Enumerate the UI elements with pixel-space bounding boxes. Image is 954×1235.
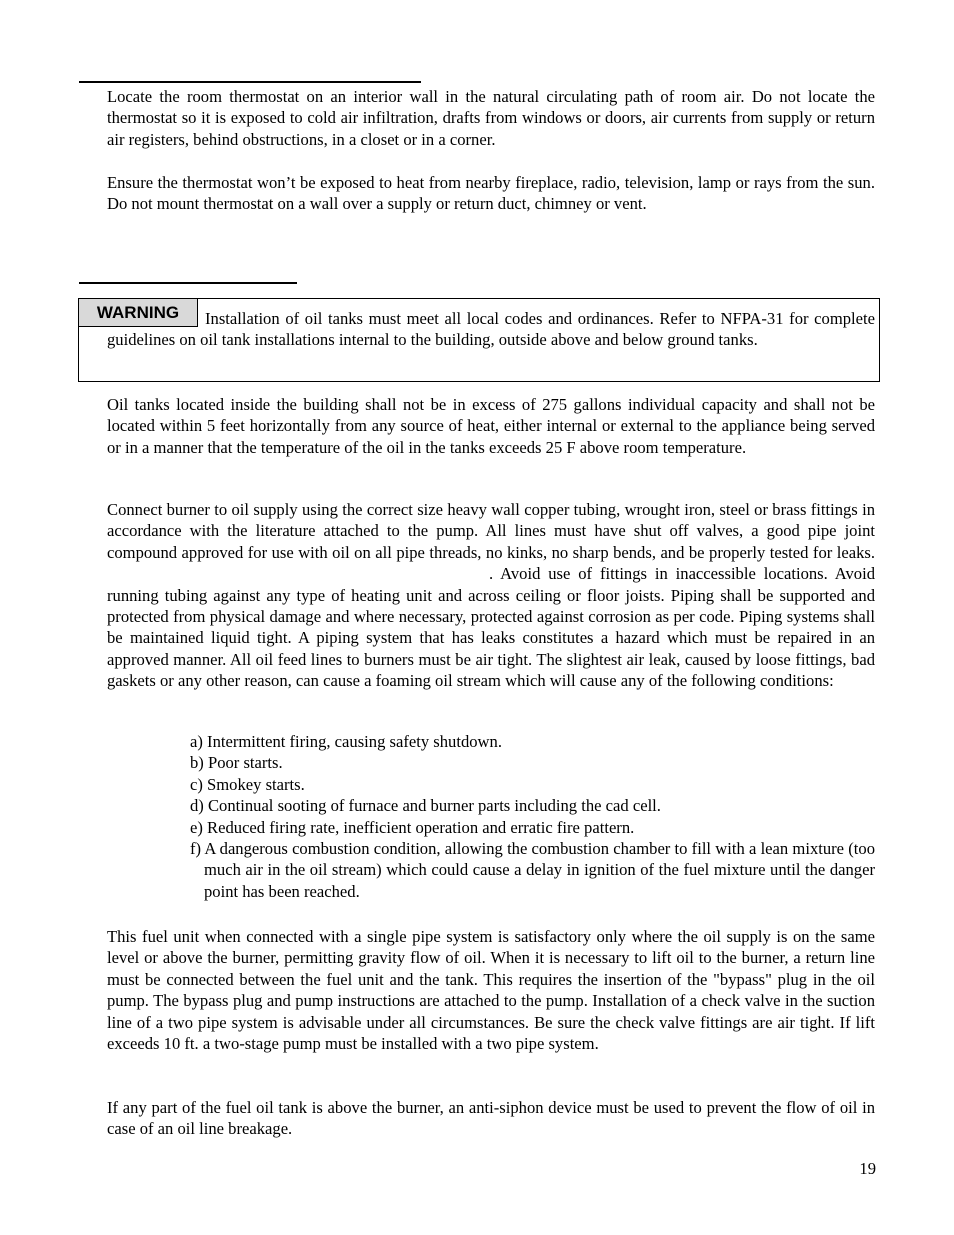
list-item: d) Continual sooting of furnace and burner parts including the cad cell.: [190, 796, 661, 816]
oil-supply-connection-paragraph: [107, 499, 875, 692]
section-heading-rule-thermostat: [79, 81, 421, 83]
list-item: c) Smokey starts.: [190, 774, 305, 794]
list-item: e) Reduced firing rate, inefficient operation and erratic fire pattern.: [190, 817, 635, 837]
list-item: f) A dangerous combustion condition, allowing the combustion chamber to fill with a lean mixture (too much air in the oil stream) which could cause a delay in ignition of the fuel mixture until the danger point has been reached.: [190, 839, 875, 901]
warning-label: WARNING: [79, 299, 198, 327]
anti-siphon-paragraph: If any part of the fuel oil tank is above the burner, an anti-siphon device must be used to prevent the flow of oil in case of an oil line breakage.: [107, 1098, 875, 1139]
list-item: a) Intermittent firing, causing safety shutdown.: [190, 732, 502, 751]
thermostat-location-paragraph: Locate the room thermostat on an interior wall in the natural circulating path of room air. Do not locate the thermostat so it is exposed to cold air infiltration, drafts from windows or doors, air currents from supply or return air registers, behind obstructions, in a closet or in a corner.: [107, 87, 875, 149]
thermostat-exposure-paragraph: Ensure the thermostat won’t be exposed to heat from nearby fireplace, radio, television, lamp or rays from the sun. Do not mount thermostat on a wall over a supply or return duct, chimney or vent.: [107, 173, 875, 214]
fuel-unit-piping-paragraph: This fuel unit when connected with a single pipe system is satisfactory only where the oil supply is on the same level or above the burner, permitting gravity flow of oil. When it is necessary to lift oil to the burner, a return line must be connected between the fuel unit and the tank. This requires the insertion of the "bypass" plug in the oil pump. The bypass plug and pump instructions are attached to the pump. Installation of a check valve in the suction line of a two pipe system is advisable under all circumstances. Be sure the check valve fittings are air tight. If lift exceeds 10 ft. a two-stage pump must be installed with a two pipe system.: [107, 927, 875, 1054]
oil-supply-connection-text-a: Connect burner to oil supply using the correct size heavy wall copper tubing, wrought iron, steel or brass fittings in accordance with the literature attached to the pump. All lines must have shut off valves, a good pipe joint compound approved for use with oil on all pipe threads, no kinks, no sharp bends, and be properly tested for leaks.: [107, 500, 875, 562]
section-heading-rule-oil-tanks: [79, 282, 297, 284]
air-leak-conditions-list: [190, 731, 875, 902]
page-number: 19: [859, 1159, 876, 1178]
oil-supply-connection-text-b: . Avoid use of fittings in inaccessible locations. Avoid running tubing against any type of heating unit and across ceiling or floor joists. Piping shall be supported and protected from physical damage and where necessary, protected against corrosion as per code. Piping systems shall be maintained liquid tight. A piping system that has leaks constitutes a hazard which must be repaired in an approved manner. All oil feed lines to burners must be air tight. The slightest air leak, caused by loose fittings, bad gaskets or any other reason, can cause a foaming oil stream which will cause any of the following conditions:: [107, 564, 875, 691]
warning-text: Installation of oil tanks must meet all local codes and ordinances. Refer to NFPA-31 for complete guidelines on oil tank installations internal to the building, outside above and below ground tanks.: [107, 309, 875, 350]
tanks-location-paragraph: Oil tanks located inside the building shall not be in excess of 275 gallons individual capacity and shall not be located within 5 feet horizontally from any source of heat, either internal or external to the appliance being served or in a manner that the temperature of the oil in the tanks exceeds 25 F above room temperature.: [107, 395, 875, 457]
list-item: b) Poor starts.: [190, 753, 283, 773]
warning-box: [78, 298, 880, 382]
